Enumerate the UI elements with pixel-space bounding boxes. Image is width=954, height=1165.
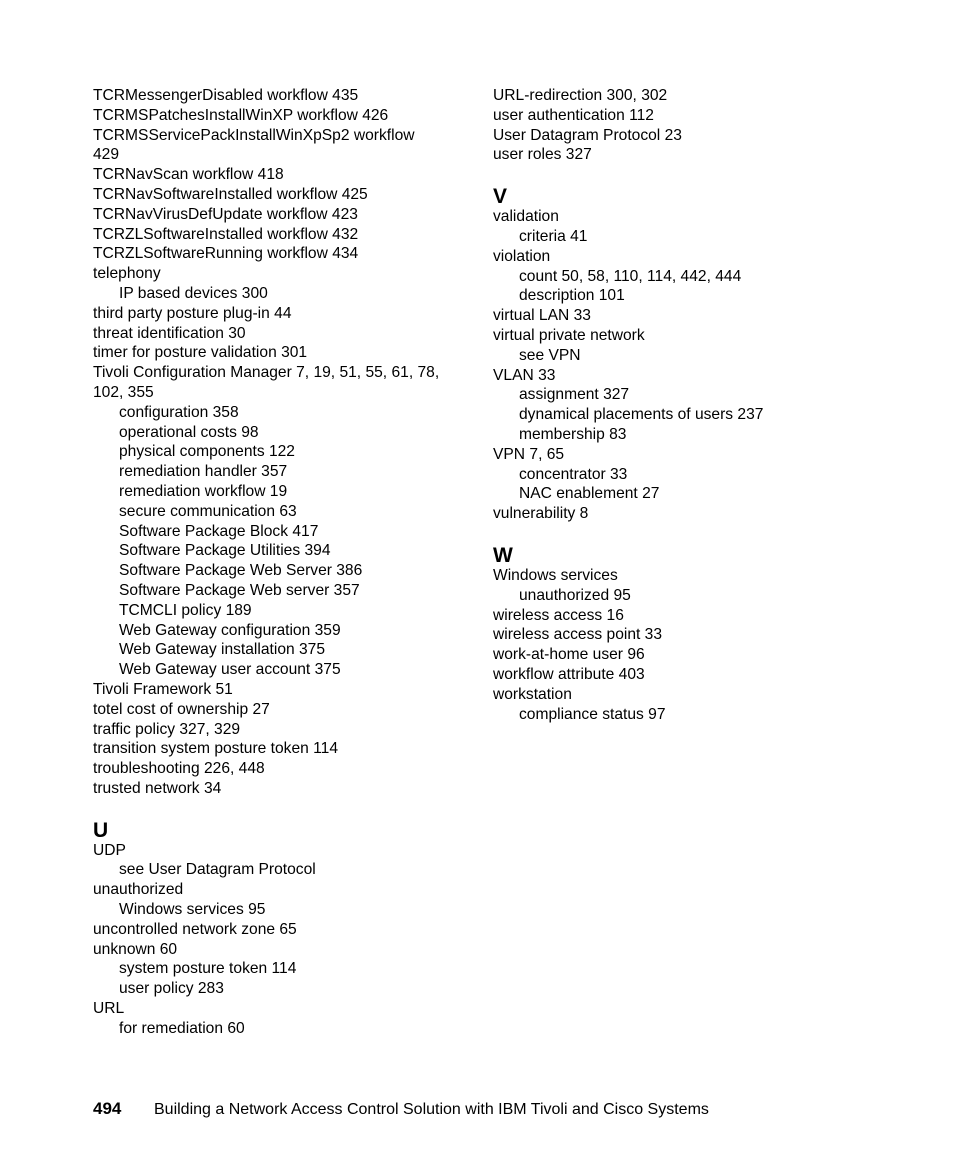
index-entry: Windows services bbox=[493, 566, 618, 584]
index-entry: VPN 7, 65 bbox=[493, 445, 565, 463]
index-entry: wireless access 16 bbox=[493, 606, 624, 624]
index-subentry: see User Datagram Protocol bbox=[119, 861, 316, 879]
index-subentry: NAC enablement 27 bbox=[519, 485, 660, 503]
index-subentry: count 50, 58, 110, 114, 442, 444 bbox=[519, 267, 742, 285]
index-subentry: configuration 358 bbox=[119, 403, 239, 421]
index-entry-continuation: 102, 355 bbox=[93, 383, 154, 401]
index-entry: TCRMSServicePackInstallWinXpSp2 workflow bbox=[93, 126, 415, 144]
index-subentry: Web Gateway configuration 359 bbox=[119, 621, 341, 639]
index-entry: troubleshooting 226, 448 bbox=[93, 760, 265, 778]
index-subentry: Web Gateway installation 375 bbox=[119, 641, 326, 659]
index-subentry: description 101 bbox=[519, 287, 625, 305]
index-entry: work-at-home user 96 bbox=[493, 646, 645, 664]
index-entry: URL-redirection 300, 302 bbox=[493, 87, 668, 104]
index-column-left bbox=[93, 86, 468, 1039]
index-subentry: Software Package Web Server 386 bbox=[119, 562, 363, 580]
index-entry: unknown 60 bbox=[93, 940, 178, 958]
index-entry: TCRMessengerDisabled workflow 435 bbox=[93, 87, 359, 104]
index-subentry: dynamical placements of users 237 bbox=[519, 406, 764, 424]
index-subentry: operational costs 98 bbox=[119, 423, 259, 441]
index-entry: unauthorized bbox=[93, 881, 184, 899]
index-entry: telephony bbox=[93, 265, 161, 283]
index-entry: wireless access point 33 bbox=[493, 626, 663, 644]
index-subentry: system posture token 114 bbox=[119, 960, 297, 978]
index-entry: User Datagram Protocol 23 bbox=[493, 126, 682, 144]
index-subentry: Software Package Block 417 bbox=[119, 522, 319, 540]
index-subentry: user policy 283 bbox=[119, 980, 224, 998]
index-entry: user roles 327 bbox=[493, 146, 592, 164]
index-entry: TCRNavScan workflow 418 bbox=[93, 166, 284, 184]
index-subentry: assignment 327 bbox=[519, 386, 630, 404]
index-entry: violation bbox=[493, 247, 551, 265]
index-entry: VLAN 33 bbox=[493, 366, 556, 384]
index-entry: vulnerability 8 bbox=[493, 505, 589, 523]
index-entry: threat identification 30 bbox=[93, 324, 246, 342]
index-subentry: remediation workflow 19 bbox=[119, 482, 288, 500]
index-subentry: Software Package Web server 357 bbox=[119, 581, 360, 599]
index-subentry: secure communication 63 bbox=[119, 502, 297, 520]
index-entry-continuation: 429 bbox=[93, 146, 120, 164]
index-subentry: compliance status 97 bbox=[519, 705, 666, 723]
index-entry: virtual LAN 33 bbox=[493, 307, 591, 325]
index-entry: trusted network 34 bbox=[93, 779, 222, 797]
index-column-right bbox=[493, 86, 883, 724]
index-subentry: Software Package Utilities 394 bbox=[119, 542, 331, 560]
index-entry: totel cost of ownership 27 bbox=[93, 700, 270, 718]
index-subentry: concentrator 33 bbox=[519, 465, 628, 483]
index-entry: Tivoli Configuration Manager 7, 19, 51, 55, 61, 78, bbox=[93, 364, 440, 382]
page-number: 494 bbox=[93, 1099, 122, 1118]
section-letter: U bbox=[93, 818, 109, 842]
index-entry: UDP bbox=[93, 841, 126, 859]
index-entry: virtual private network bbox=[493, 326, 645, 344]
index-entry: TCRZLSoftwareInstalled workflow 432 bbox=[93, 225, 359, 243]
section-letter: V bbox=[493, 185, 508, 209]
page-footer bbox=[93, 1099, 709, 1119]
index-subentry: Windows services 95 bbox=[119, 901, 266, 919]
index-entry: TCRMSPatchesInstallWinXP workflow 426 bbox=[93, 106, 389, 124]
index-entry: transition system posture token 114 bbox=[93, 740, 339, 758]
index-entry: traffic policy 327, 329 bbox=[93, 720, 241, 738]
index-subentry: see VPN bbox=[519, 346, 581, 364]
index-subentry: for remediation 60 bbox=[119, 1019, 245, 1037]
index-entry: workflow attribute 403 bbox=[493, 665, 645, 683]
index-subentry: criteria 41 bbox=[519, 227, 588, 245]
index-entry: timer for posture validation 301 bbox=[93, 344, 308, 362]
index-entry: TCRZLSoftwareRunning workflow 434 bbox=[93, 245, 359, 263]
section-letter: W bbox=[493, 543, 513, 567]
index-subentry: remediation handler 357 bbox=[119, 463, 288, 481]
book-title: Building a Network Access Control Solution with IBM Tivoli and Cisco Systems bbox=[154, 1101, 709, 1118]
index-entry: URL bbox=[93, 1000, 125, 1018]
index-subentry: IP based devices 300 bbox=[119, 284, 268, 302]
index-entry: TCRNavVirusDefUpdate workflow 423 bbox=[93, 205, 358, 223]
index-entry: Tivoli Framework 51 bbox=[93, 680, 233, 698]
index-entry: workstation bbox=[493, 685, 572, 703]
index-entry: TCRNavSoftwareInstalled workflow 425 bbox=[93, 185, 368, 203]
index-subentry: Web Gateway user account 375 bbox=[119, 661, 341, 679]
index-entry: validation bbox=[493, 208, 559, 226]
index-entry: uncontrolled network zone 65 bbox=[93, 920, 297, 938]
index-subentry: unauthorized 95 bbox=[519, 586, 631, 604]
index-entry: user authentication 112 bbox=[493, 106, 654, 124]
index-subentry: membership 83 bbox=[519, 425, 627, 443]
index-subentry: physical components 122 bbox=[119, 443, 295, 461]
index-subentry: TCMCLI policy 189 bbox=[119, 601, 252, 619]
index-entry: third party posture plug-in 44 bbox=[93, 304, 292, 322]
